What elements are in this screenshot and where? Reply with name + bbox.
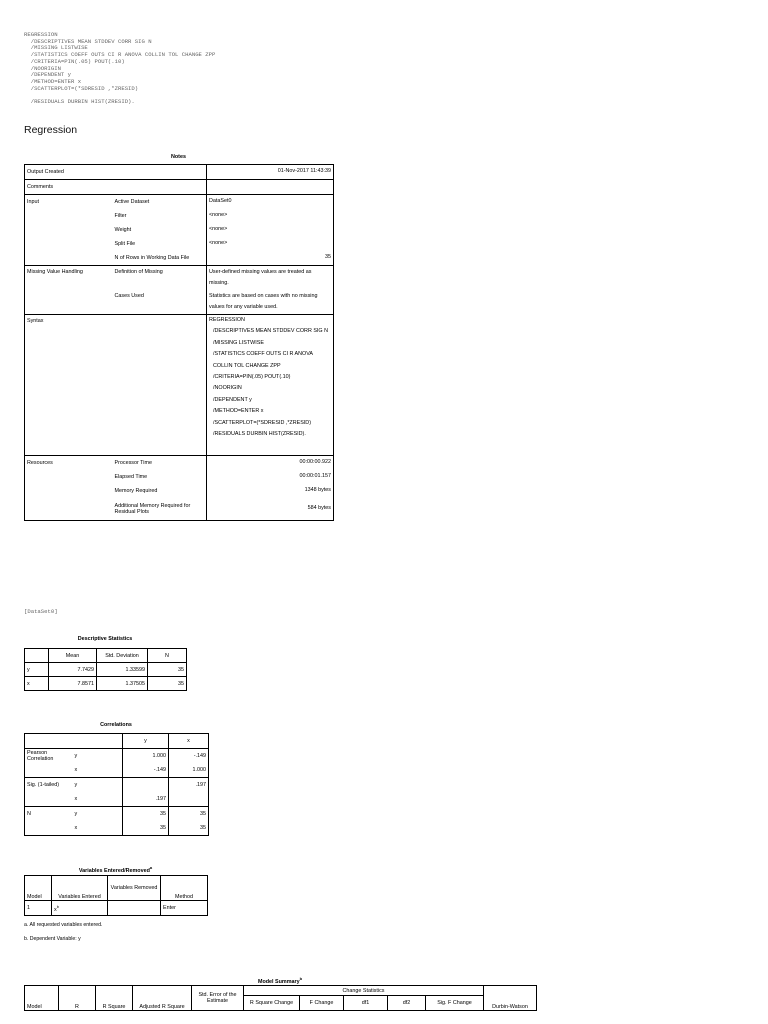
cell-value: .197 [169,778,209,793]
column-header: R Square Change [244,996,300,1011]
notes-table [24,164,334,521]
column-header: df2 [388,996,426,1011]
notes-title: Notes [171,154,186,160]
row-value [207,180,334,195]
syntax-line: /STATISTICS COEFF OUTS CI R ANOVA COLLIN TOL CHANGE ZPP [213,351,313,369]
row-label: Missing Value Handling [25,266,113,291]
footnote-marker: b [56,903,59,909]
cell-value: 1.000 [169,763,209,778]
row-value: <none> [207,237,334,251]
syntax-line: /RESIDUALS DURBIN HIST(ZRESID). [24,98,135,106]
syntax-line: /MISSING LISTWISE [24,44,88,52]
footnote: a. All requested variables entered. [24,922,103,928]
row-value: 00:00:00.922 [207,456,334,471]
cell-value: 35 [148,677,187,691]
table-header-row [25,876,208,901]
row-label [25,763,73,778]
syntax-line: /METHOD=ENTER x [213,408,264,415]
variables-entered-table [24,875,208,916]
cell-value: 1.37505 [97,677,148,691]
cell-value: -.149 [169,749,209,764]
row-label: y [25,663,49,677]
column-header: Model [25,986,59,1011]
table-row [25,180,334,195]
table-row [25,763,209,778]
column-header: Mean [49,649,97,663]
syntax-line: /SCATTERPLOT=(*SDRESID ,*ZRESID) [213,419,311,426]
cell-value: 7.7429 [49,663,97,677]
title-text: Variables Entered/Removed [78,867,150,874]
row-sublabel: Processor Time [113,456,207,471]
group-header: Change Statistics [244,986,484,996]
title-text: Model Summary [257,978,300,985]
table-row [25,821,209,836]
column-header: Sig. F Change [426,996,484,1011]
row-label: Syntax [25,315,113,456]
table-row [25,498,334,521]
column-header: Std. Error of the Estimate [192,986,244,1011]
table-header-row [25,649,187,663]
corner-cell [25,649,49,663]
cell-value: 35 [123,821,169,836]
table-row [25,807,209,822]
cell-value [123,778,169,793]
row-value: 1348 bytes [207,484,334,498]
cell-value: 35 [123,807,169,822]
table-row [25,456,334,471]
row-sublabel: Additional Memory Required for Residual Plots [114,503,191,515]
syntax-line: REGRESSION [24,31,58,38]
correlations-table [24,733,209,836]
row-value: <none> [207,223,334,237]
table-header-row [25,986,537,996]
syntax-line: /STATISTICS COEFF OUTS CI R ANOVA COLLIN TOL CHANGE ZPP [24,51,216,59]
row-label [25,470,113,484]
row-sublabel: Cases Used [114,293,144,299]
cell-text: x [54,906,57,913]
corner-cell [73,734,123,749]
column-header: R Square [96,986,133,1011]
row-label [25,484,113,498]
row-sublabel: y [73,749,123,764]
row-label [25,209,113,223]
cell-value: 7.8571 [49,677,97,691]
row-sublabel: Active Dataset [113,195,207,210]
row-label [25,223,113,237]
syntax-echo [24,32,215,106]
row-sublabel: Definition of Missing [113,266,207,291]
row-value: DataSet0 [207,195,334,210]
correlations-title: Correlations [100,722,132,728]
footnote-marker: b [299,976,303,981]
row-value: 35 [207,251,334,266]
dataset-label: [DataSet0] [24,608,58,615]
syntax-line: /SCATTERPLOT=(*SDRESID ,*ZRESID) [24,84,139,92]
row-value: <none> [207,209,334,223]
row-sublabel: Memory Required [114,488,158,494]
cell-value: 1 [25,901,52,916]
table-row [25,677,187,691]
row-sublabel: Split File [114,241,136,247]
footnote-marker: a [149,865,153,870]
model-summary-title [24,976,536,985]
cell-value [52,901,108,916]
column-header: F Change [300,996,344,1011]
row-sublabel: Elapsed Time [114,474,148,480]
cell-value: 35 [169,807,209,822]
row-sublabel [113,180,207,195]
row-label [25,251,113,266]
row-sublabel: N of Rows in Working Data File [114,255,190,261]
row-label: Comments [25,180,113,195]
table-row [25,266,334,291]
row-value: Statistics are based on cases with no missing values for any variable used. [207,290,334,315]
row-sublabel [113,165,207,180]
cell-value [169,792,209,807]
syntax-line: /RESIDUALS DURBIN HIST(ZRESID). [213,431,306,438]
syntax-line: /DESCRIPTIVES MEAN STDDEV CORR SIG N [24,37,152,45]
row-sublabel: Filter [114,213,127,219]
row-label: Input [25,195,113,210]
row-label [25,498,113,521]
corner-cell [25,734,73,749]
column-header: df1 [344,996,388,1011]
descriptives-title: Descriptive Statistics [77,636,133,642]
row-sublabel: Weight [114,227,132,233]
variables-entered-title [24,865,207,874]
descriptives-table [24,648,187,691]
cell-value: 1.000 [123,749,169,764]
table-row [25,470,334,484]
table-row [25,778,209,793]
row-sublabel: x [74,767,78,773]
table-row [25,901,208,916]
footnote: b. Dependent Variable: y [24,936,81,942]
cell-value: .197 [123,792,169,807]
table-row [25,251,334,266]
syntax-line: /CRITERIA=PIN(.05) POUT(.10) [213,374,291,381]
column-header: Durbin-Watson [484,986,537,1011]
syntax-line: /NOORIGIN [24,64,61,72]
row-label: Resources [25,456,113,471]
row-label: N [25,807,73,822]
column-header: Variables Removed [108,876,161,901]
row-label: x [25,677,49,691]
row-value: 01-Nov-2017 11:43:39 [207,165,334,180]
syntax-line: /DEPENDENT y [24,71,71,79]
row-value: User-defined missing values are treated as missing. [207,266,334,291]
column-header: Method [161,876,208,901]
column-header: Adjusted R Square [133,986,192,1011]
row-label: Output Created [27,169,64,175]
row-label [25,237,113,251]
column-header: y [123,734,169,749]
column-header: N [148,649,187,663]
syntax-line: REGRESSION [209,317,245,323]
column-header: Std. Deviation [97,649,148,663]
cell-value: Enter [161,901,208,916]
syntax-line: /DEPENDENT y [213,396,252,403]
row-label [25,821,73,836]
cell-value: 35 [148,663,187,677]
table-row [25,209,334,223]
row-value: 00:00:01.157 [207,470,334,484]
row-sublabel: x [74,796,78,802]
row-value: 584 bytes [207,498,334,521]
table-row [25,663,187,677]
syntax-line: /CRITERIA=PIN(.05) POUT(.10) [24,57,125,65]
column-header: Variables Entered [52,876,108,901]
cell-value [108,901,161,916]
section-heading: Regression [24,124,78,136]
syntax-line: /NOORIGIN [213,385,242,392]
table-row [25,195,334,210]
table-row [25,484,334,498]
column-header: R [59,986,96,1011]
row-sublabel: y [73,807,123,822]
syntax-line: /METHOD=ENTER x [24,77,82,85]
model-summary-table [24,985,537,1011]
column-header: Model [25,876,52,901]
table-row [25,223,334,237]
table-header-row [25,734,209,749]
column-header: x [169,734,209,749]
row-label: Sig. (1-tailed) [25,778,73,793]
table-row [25,749,209,764]
cell-value: 1.33599 [97,663,148,677]
table-row [25,237,334,251]
table-row [25,290,334,315]
table-row [25,315,334,456]
cell-value: 35 [169,821,209,836]
row-sublabel: y [73,778,123,793]
row-label: Pearson Correlation [25,749,73,764]
syntax-cell [207,315,334,456]
row-label [25,290,113,315]
row-sublabel [113,315,207,456]
table-row [25,165,334,180]
syntax-line: /DESCRIPTIVES MEAN STDDEV CORR SIG N [213,328,329,335]
syntax-line: /MISSING LISTWISE [213,339,264,346]
row-label [25,792,73,807]
table-row [25,792,209,807]
cell-value: -.149 [123,763,169,778]
row-sublabel: x [73,821,123,836]
